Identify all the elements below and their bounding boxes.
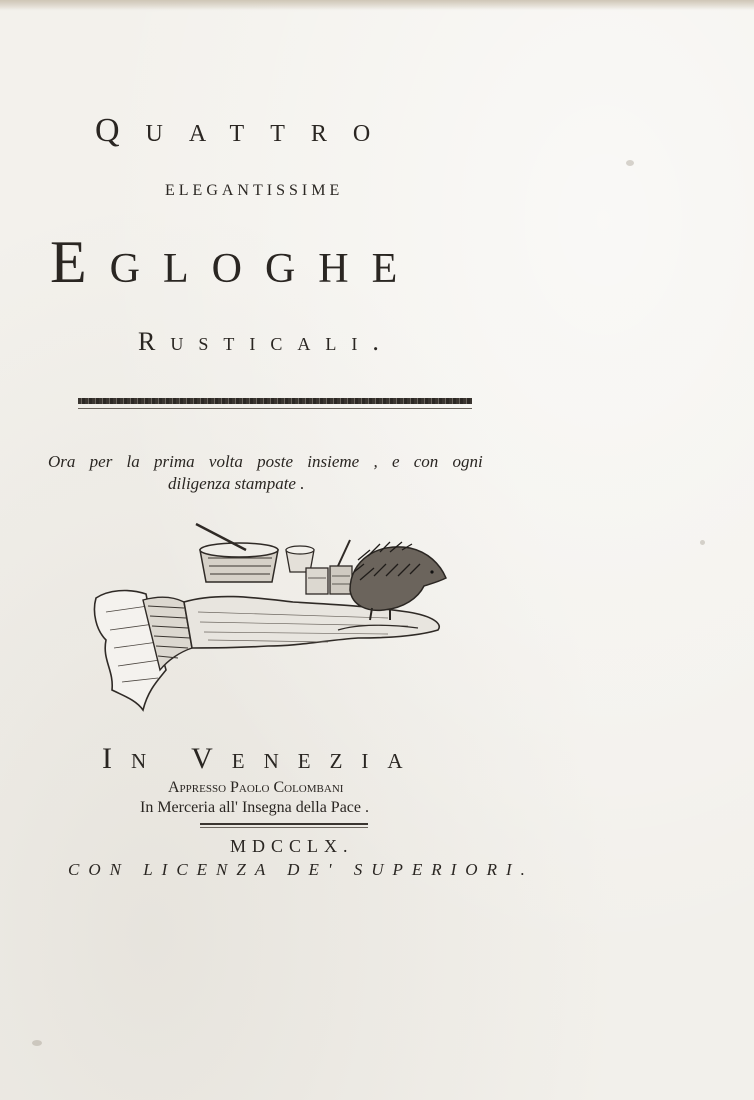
imprint-year: MDCCLX. (230, 836, 354, 856)
imprint-city: In Venezia (102, 742, 422, 775)
title-line-rusticali: Rusticali. (138, 327, 394, 356)
imprint-rule-thin (200, 827, 368, 828)
foxing-spot (700, 540, 705, 545)
title-line-quattro: Quattro (95, 112, 397, 149)
page-edge-shadow (0, 0, 754, 10)
vignette-hand-engraving-icon (88, 520, 450, 720)
title-line-elegantissime: ELEGANTISSIME (165, 182, 344, 199)
imprint-printer: Appresso Paolo Colombani (168, 779, 344, 796)
subtitle-line-2: diligenza stampate . (168, 474, 305, 493)
imprint-address: In Merceria all' Insegna della Pace . (140, 799, 369, 816)
subtitle-line-1: Ora per la prima volta poste insieme , e con ogni (48, 452, 483, 471)
title-line-egloghe: Egloghe (50, 229, 421, 295)
ornamental-rule-thin (78, 408, 472, 409)
foxing-spot (32, 1040, 42, 1046)
imprint-license: CON LICENZA DE' SUPERIORI. (68, 860, 534, 879)
imprint-rule (200, 823, 368, 825)
ornamental-rule (78, 398, 472, 404)
foxing-spot (626, 160, 634, 166)
